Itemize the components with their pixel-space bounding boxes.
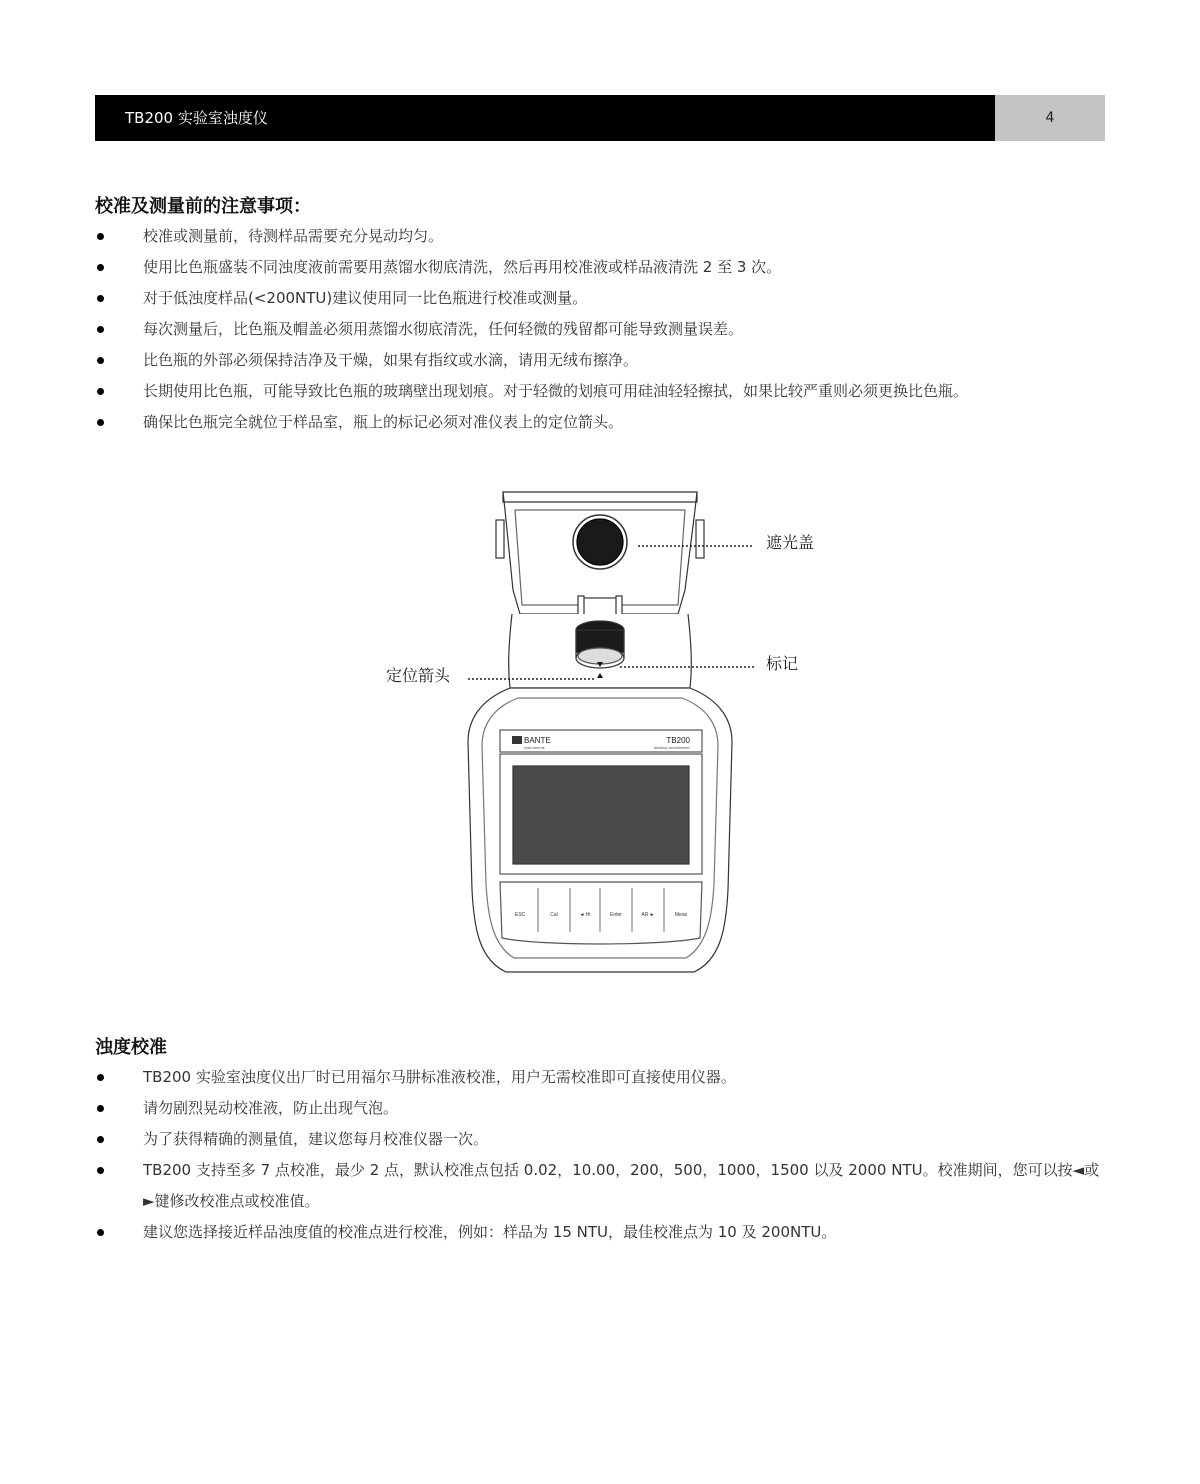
list-item: 校准或测量前，待测样品需要充分晃动均匀。 [95, 221, 1107, 252]
callout-arrow: 定位箭头 [386, 666, 451, 685]
key-hi: ◄ Hi [579, 912, 591, 918]
model-label: TB200 [666, 736, 690, 745]
callout-mark: 标记 [766, 654, 799, 673]
calibration-list [95, 1062, 1107, 1248]
section-title-calibration: 浊度校准 [95, 1037, 167, 1058]
section-title-precautions: 校准及测量前的注意事项： [95, 196, 311, 217]
list-item: 对于低浊度样品(<200NTU)建议使用同一比色瓶进行校准或测量。 [95, 283, 1107, 314]
brand-sub-label: instruments [524, 745, 545, 750]
list-item: 使用比色瓶盛装不同浊度液前需要用蒸馏水彻底清洗，然后再用校准液或样品液清洗 2 至 3 次。 [95, 252, 1107, 283]
list-item: 请勿剧烈晃动校准液，防止出现气泡。 [95, 1093, 1107, 1124]
list-item: 每次测量后，比色瓶及帽盖必须用蒸馏水彻底清洗，任何轻微的残留都可能导致测量误差。 [95, 314, 1107, 345]
key-meas: Meas [674, 912, 688, 918]
list-item: 长期使用比色瓶，可能导致比色瓶的玻璃壁出现划痕。对于轻微的划痕可用硅油轻轻擦拭，如果比较严重则必须更换比色瓶。 [95, 376, 1107, 407]
list-item: 建议您选择接近样品浊度值的校准点进行校准，例如：样品为 15 NTU，最佳校准点为 10 及 200NTU。 [95, 1217, 1107, 1248]
turbidimeter-drawing [360, 480, 840, 990]
display-screen [513, 766, 689, 864]
keypad-panel [500, 882, 702, 944]
list-item: TB200 支持至多 7 点校准，最少 2 点，默认校准点包括 0.02，10.00，200，500，1000，1500 以及 2000 NTU。校准期间，您可以按◄或►键修改校准点或校准值。 [95, 1155, 1107, 1217]
header-bar [95, 95, 995, 141]
page-number: 4 [995, 95, 1105, 141]
brand-label: BANTE [524, 736, 551, 745]
key-enter: Enter [610, 912, 622, 918]
list-item: 为了获得精确的测量值，建议您每月校准仪器一次。 [95, 1124, 1107, 1155]
instrument-figure [360, 480, 840, 990]
list-item: 确保比色瓶完全就位于样品室，瓶上的标记必须对准仪表上的定位箭头。 [95, 407, 1107, 438]
callout-cover: 遮光盖 [766, 533, 815, 552]
key-cal: Cal [550, 912, 558, 918]
list-item: 比色瓶的外部必须保持洁净及干燥，如果有指纹或水滴，请用无绒布擦净。 [95, 345, 1107, 376]
key-ar: AR ► [641, 912, 655, 918]
header-title: TB200 实验室浊度仪 [125, 109, 268, 127]
precautions-list [95, 221, 1107, 438]
model-sub-label: desktop turbidimeter [653, 745, 690, 750]
key-esc: ESC [514, 912, 526, 918]
list-item: TB200 实验室浊度仪出厂时已用福尔马肼标准液校准，用户无需校准即可直接使用仪器。 [95, 1062, 1107, 1093]
